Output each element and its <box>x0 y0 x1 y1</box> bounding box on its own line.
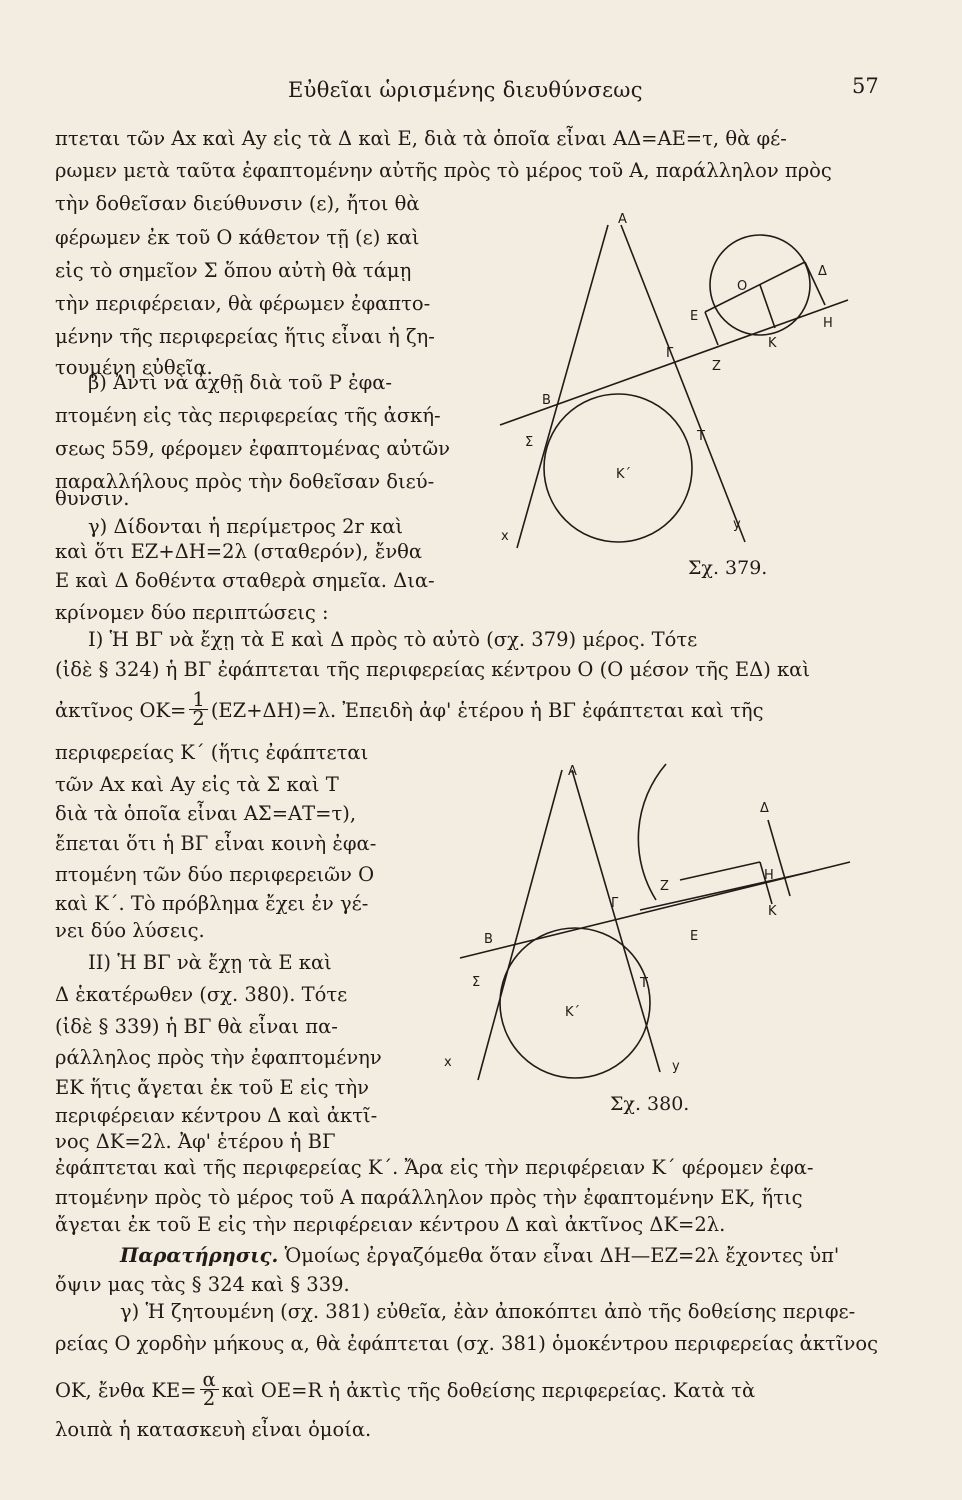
fig380-label-y: y <box>672 1059 680 1074</box>
text-line: πτομένη τῶν δύο περιφερειῶν Ο <box>55 863 375 886</box>
text-line: ΙΙ) Ἡ ΒΓ νὰ ἔχῃ τὰ Ε καὶ <box>88 951 332 974</box>
text-line: πτομένην πρὸς τὸ μέρος τοῦ Α παράλληλον πρὸς τὴν ἐφαπτομένην ΕΚ, ἥτις <box>55 1186 803 1209</box>
text-line: ὄψιν μας τὰς § 324 καὶ § 339. <box>55 1273 350 1296</box>
fig379-line-Ax <box>517 225 608 548</box>
fig379-label-B: Β <box>542 393 551 408</box>
fig379-label-T: Τ <box>697 429 705 444</box>
text-line: μένην τῆς περιφερείας ἥτις εἶναι ἡ ζη- <box>55 325 435 348</box>
text-line-ok: ἀκτῖνος ΟΚ= $\frac{1}{2}$ (ΕΖ+ΔΗ)=λ. Ἐπειδὴ ἀφ' ἑτέρου ἡ ΒΓ ἐφάπτεται καὶ τῆς <box>55 688 764 730</box>
fig379-label-G: Γ <box>666 346 674 361</box>
figure-380 <box>440 752 880 1127</box>
fig380-label-H: Η <box>764 868 774 883</box>
text-line: νος ΔΚ=2λ. Ἀφ' ἑτέρου ἡ ΒΓ <box>55 1130 336 1153</box>
fig380-label-A: Α <box>568 764 577 779</box>
text-line: περιφέρειαν κέντρου Δ καὶ ἀκτῖ- <box>55 1104 378 1127</box>
fig379-label-A: Α <box>618 212 627 227</box>
fig379-label-S: Σ <box>525 435 534 450</box>
text-line: καὶ Κ΄. Τὸ πρόβλημα ἔχει ἐν γέ- <box>55 892 369 915</box>
fig379-radius-OK <box>760 285 775 328</box>
text-line: τὴν περιφέρειαν, θὰ φέρωμεν ἐφαπτο- <box>55 292 431 315</box>
fig379-label-H: Η <box>823 316 833 331</box>
fig380-label-B: Β <box>484 932 493 947</box>
fig380-label-S: Σ <box>472 975 481 990</box>
fig380-label-E: Ε <box>690 929 699 944</box>
fig380-line-ZH <box>680 862 760 880</box>
text-line: τουμένη εὐθεῖα. <box>55 356 213 379</box>
text-line: ἔπεται ὅτι ἡ ΒΓ εἶναι κοινὴ ἐφα- <box>55 832 377 855</box>
fig379-label-E: Ε <box>690 309 699 324</box>
text-line: γ) Ἡ ζητουμένη (σχ. 381) εὐθεῖα, ἐὰν ἀποκόπτει ἀπὸ τῆς δοθείσης περιφε- <box>120 1300 856 1323</box>
fig379-perp-EZ <box>705 312 718 345</box>
text-line: παραλλήλους πρὸς τὴν δοθεῖσαν διεύ- <box>55 470 435 493</box>
fraction: $\frac{\alpha}{2}$ <box>200 1371 219 1408</box>
text-line: (ἰδὲ § 339) ἡ ΒΓ θὰ εἶναι πα- <box>55 1015 338 1038</box>
text-line: πτομένη εἰς τὰς περιφερείας τῆς ἀσκή- <box>55 404 441 427</box>
fig380-line-Ax <box>478 770 562 1080</box>
fig380-caption: Σχ. 380. <box>610 1093 690 1115</box>
fig379-line-Ay <box>621 225 748 542</box>
fig379-label-D: Δ <box>818 264 827 279</box>
fraction: $\frac{1}{2}$ <box>189 691 207 728</box>
fig379-label-Z: Ζ <box>712 359 721 374</box>
text-line-ke: ΟΚ, ἔνθα ΚΕ= $\frac{\alpha}{2}$ καὶ ΟΕ=R ἡ ἀκτὶς τῆς δοθείσης περιφερείας. Κατὰ τὰ <box>55 1368 756 1410</box>
fig380-label-Kprime: Κ΄ <box>565 1005 581 1020</box>
fig379-label-K: Κ <box>768 336 777 351</box>
fig379-label-Kprime: Κ΄ <box>616 467 632 482</box>
fig379-line-ED <box>705 262 805 312</box>
text-line: γ) Δίδονται ἡ περίμετρος 2r καὶ <box>88 515 404 538</box>
text-line: λοιπὰ ἡ κατασκευὴ εἶναι ὁμοία. <box>55 1418 372 1441</box>
fig379-label-O: Ο <box>737 279 748 294</box>
text-line: ρείας Ο χορδὴν μήκους α, θὰ ἐφάπτεται (σχ. 381) ὁμοκέντρου περιφερείας ἀκτῖνος <box>55 1332 878 1355</box>
text-line: θυνσιν. <box>55 487 130 510</box>
page-number: 57 <box>852 74 879 98</box>
text-line: (ἰδὲ § 324) ἡ ΒΓ ἐφάπτεται τῆς περιφερείας κέντρου Ο (Ο μέσον τῆς ΕΔ) καὶ <box>55 658 810 681</box>
text-line: πτεται τῶν Αx καὶ Αy εἰς τὰ Δ καὶ Ε, διὰ τὰ ὁποῖα εἶναι ΑΔ=ΑΕ=τ, θὰ φέ- <box>55 127 787 150</box>
text-line: εἰς τὸ σημεῖον Σ ὅπου αὐτὴ θὰ τάμῃ <box>55 259 412 282</box>
fig380-label-D: Δ <box>760 801 769 816</box>
text-line: τὴν δοθεῖσαν διεύθυνσιν (ε), ἤτοι θὰ <box>55 192 420 215</box>
figure-379 <box>480 195 900 595</box>
text-line: περιφερείας Κ΄ (ἥτις ἐφάπτεται <box>55 741 369 764</box>
fig379-label-y: y <box>733 517 741 532</box>
text-line: ΕΚ ἥτις ἄγεται ἐκ τοῦ Ε εἰς τὴν <box>55 1076 370 1099</box>
note-line: Παρατήρησις. Ὁμοίως ἐργαζόμεθα ὅταν εἶναι ΔΗ—ΕΖ=2λ ἔχοντες ὑπ' <box>120 1244 840 1267</box>
fig380-label-K: Κ <box>768 904 777 919</box>
fig380-label-T: Τ <box>640 976 648 991</box>
text-line: διὰ τὰ ὁποῖα εἶναι ΑΣ=ΑΤ=τ), <box>55 802 357 825</box>
page-header <box>0 72 962 112</box>
fig379-label-x: x <box>501 529 509 544</box>
text-line: β) Ἀντὶ νὰ ἀχθῇ διὰ τοῦ Ρ ἐφα- <box>88 371 393 394</box>
text-line: ρωμεν μετὰ ταῦτα ἐφαπτομένην αὐτῆς πρὸς τὸ μέρος τοῦ Α, παράλληλον πρὸς <box>55 159 832 182</box>
text-line: κρίνομεν δύο περιπτώσεις : <box>55 601 329 624</box>
fig380-label-Z: Ζ <box>660 879 669 894</box>
text-line: τῶν Αx καὶ Αy εἰς τὰ Σ καὶ Τ <box>55 773 339 796</box>
running-head: Εὐθεῖαι ὡρισμένης διευθύνσεως <box>288 78 643 102</box>
fig380-label-x: x <box>444 1055 452 1070</box>
note-heading: Παρατήρησις. <box>120 1244 279 1267</box>
text-line: ράλληλος πρὸς τὴν ἐφαπτομένην <box>55 1046 382 1069</box>
text-line: καὶ ὅτι ΕΖ+ΔΗ=2λ (σταθερόν), ἔνθα <box>55 540 423 563</box>
text-line: Ι) Ἡ ΒΓ νὰ ἔχῃ τὰ Ε καὶ Δ πρὸς τὸ αὐτὸ (σχ. 379) μέρος. Τότε <box>88 628 698 651</box>
text-line: Δ ἑκατέρωθεν (σχ. 380). Τότε <box>55 983 348 1006</box>
text-line: σεως 559, φέρομεν ἐφαπτομένας αὐτῶν <box>55 437 450 460</box>
fig380-line-DK <box>768 820 790 896</box>
text-line: φέρωμεν ἐκ τοῦ Ο κάθετον τῇ (ε) καὶ <box>55 226 420 249</box>
text-line: Ε καὶ Δ δοθέντα σταθερὰ σημεῖα. Δια- <box>55 569 435 592</box>
text-line: ἐφάπτεται καὶ τῆς περιφερείας Κ΄. Ἄρα εἰς τὴν περιφέρειαν Κ΄ φέρομεν ἐφα- <box>55 1156 814 1179</box>
fig380-label-G: Γ <box>611 896 619 911</box>
text-line: ἄγεται ἐκ τοῦ Ε εἰς τὴν περιφέρειαν κέντρου Δ καὶ ἀκτῖνος ΔΚ=2λ. <box>55 1213 726 1236</box>
fig379-caption: Σχ. 379. <box>688 557 768 579</box>
fig380-circle-K <box>500 928 650 1078</box>
text-line: νει δύο λύσεις. <box>55 919 205 942</box>
